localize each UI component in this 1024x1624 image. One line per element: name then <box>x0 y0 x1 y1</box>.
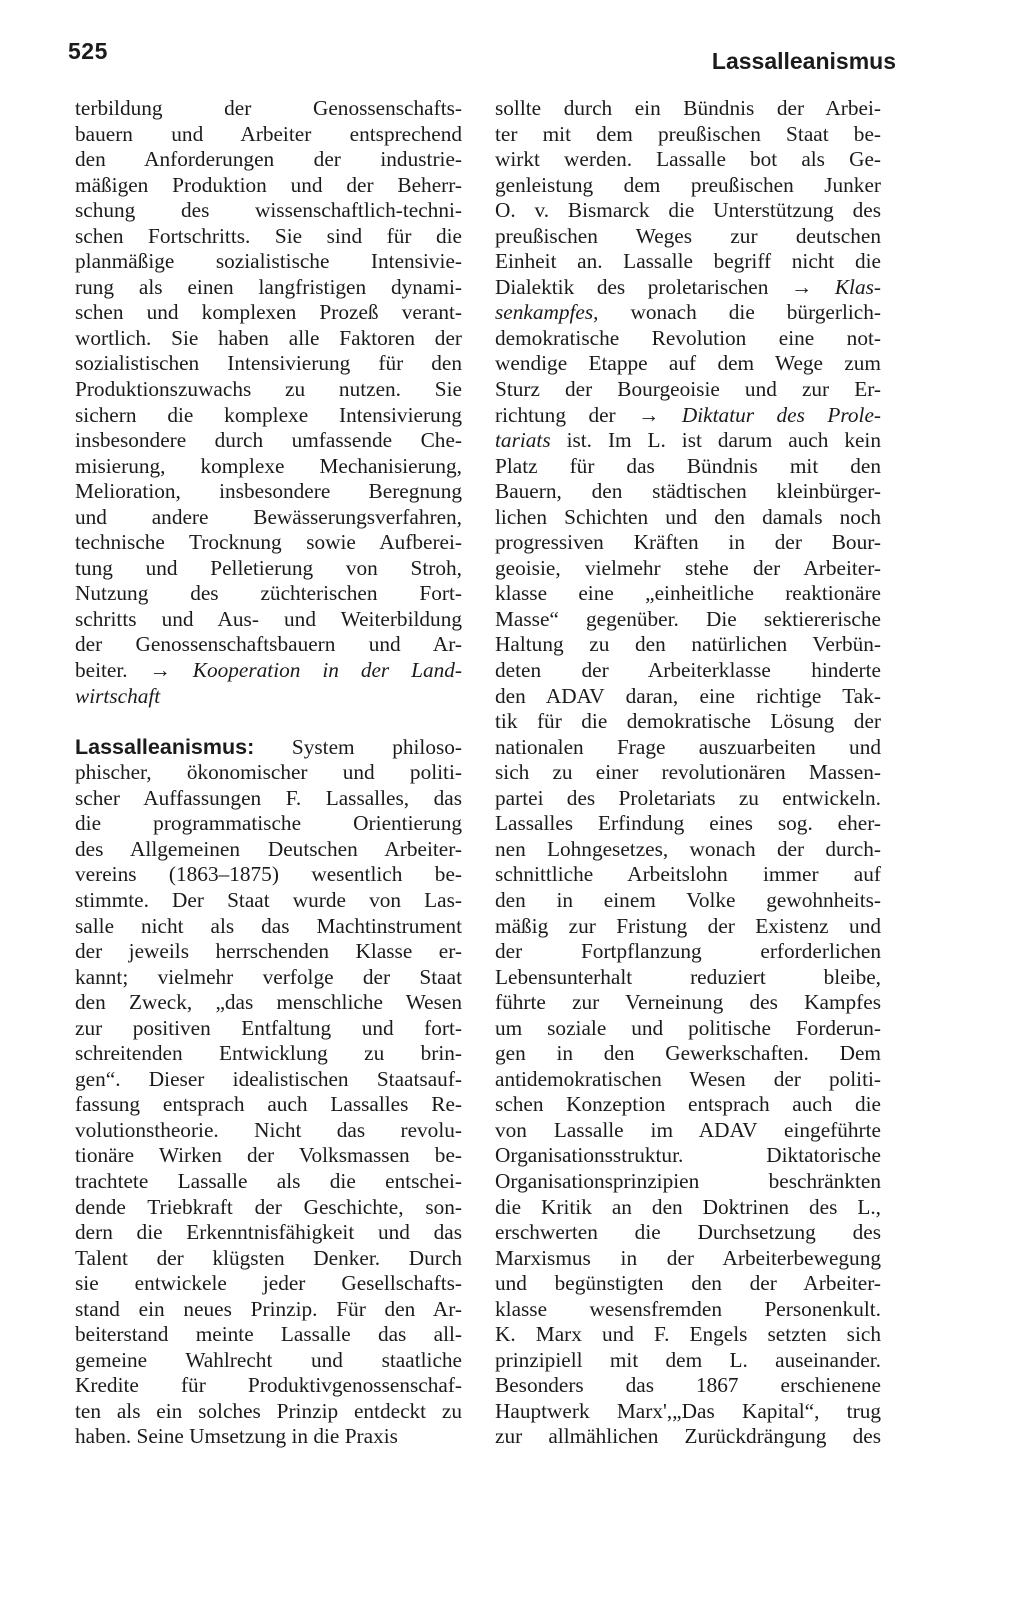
text-line: geoisie, vielmehr stehe der Arbeiter- <box>495 555 881 580</box>
text-line: misierung, komplexe Mechanisierung, <box>75 453 462 478</box>
text-line: phischer, ökonomischer und politi- <box>75 760 462 785</box>
text-line: K. Marx und F. Engels setzten sich <box>495 1322 881 1347</box>
text-line: zur positiven Entfaltung und fort- <box>75 1015 462 1040</box>
text-line: preußischen Weges zur deutschen <box>495 223 881 248</box>
text-line: nen Lohngesetzes, wonach der durch- <box>495 836 881 861</box>
text-line: des Allgemeinen Deutschen Arbeiter- <box>75 836 462 861</box>
text-line: terbildung der Genossenschafts- <box>75 96 462 120</box>
text-line: schen und komplexen Prozeß verant- <box>75 300 462 325</box>
text-line: progressiven Kräften in der Bour- <box>495 530 881 555</box>
text-line: tariats ist. Im L. ist darum auch kein <box>495 428 881 453</box>
text-line: schritts und Aus- und Weiterbildung <box>75 606 462 631</box>
text-line: scher Auffassungen F. Lassalles, das <box>75 785 462 810</box>
page-number: 525 <box>68 38 108 64</box>
text-line: sich zu einer revolutionären Massen- <box>495 760 881 785</box>
text-line: den Zweck, „das menschliche Wesen <box>75 990 462 1015</box>
left-column <box>75 96 462 1450</box>
text-line: Marxismus in der Arbeiterbewegung <box>495 1245 881 1270</box>
text-line: schen Konzeption entsprach auch die <box>495 1092 881 1117</box>
text-line: richtung der → Diktatur des Prole- <box>495 402 881 427</box>
cross-reference-link[interactable]: senkampfes, <box>495 300 599 325</box>
text-line: bauern und Arbeiter entsprechend <box>75 121 462 146</box>
text-line: tionäre Wirken der Volksmassen be- <box>75 1143 462 1168</box>
text-line: Masse“ gegenüber. Die sektiererische <box>495 606 881 631</box>
text-line: klasse wesensfremden Personenkult. <box>495 1296 881 1321</box>
text-line: wortlich. Sie haben alle Faktoren der <box>75 325 462 350</box>
text-line: Produktionszuwachs zu nutzen. Sie <box>75 377 462 402</box>
text-line: schnittliche Arbeitslohn immer auf <box>495 862 881 887</box>
text-line: mäßig zur Fristung der Existenz und <box>495 913 881 938</box>
text-line: Lebensunterhalt reduziert bleibe, <box>495 964 881 989</box>
text-line: Sturz der Bourgeoisie und zur Er- <box>495 377 881 402</box>
text-line: salle nicht als das Machtinstrument <box>75 913 462 938</box>
text-line: technische Trocknung sowie Aufberei- <box>75 530 462 555</box>
text-line: wendige Etappe auf dem Wege zum <box>495 351 881 376</box>
text-line <box>75 684 462 710</box>
text-line: klasse eine „einheitliche reaktionäre <box>495 581 881 606</box>
text-line: schung des wissenschaftlich-techni- <box>75 198 462 223</box>
text-line: erschwerten die Durchsetzung des <box>495 1220 881 1245</box>
text-line: führte zur Verneinung des Kampfes <box>495 990 881 1015</box>
cross-reference-link[interactable]: tariats <box>495 428 551 453</box>
text-line: rung als einen langfristigen dynami- <box>75 274 462 299</box>
text-line: ter mit dem preußischen Staat be- <box>495 121 881 146</box>
text-line: haben. Seine Umsetzung in die Praxis <box>75 1424 398 1449</box>
text-line: tik für die demokratische Lösung der <box>495 709 881 734</box>
text-line: sie entwickele jeder Gesellschafts- <box>75 1271 462 1296</box>
text-line: volutionstheorie. Nicht das revolu- <box>75 1117 462 1142</box>
cross-reference-link[interactable]: → Klas- <box>790 274 881 299</box>
text-line: gemeine Wahlrecht und staatliche <box>75 1347 462 1372</box>
text-line: lichen Schichten und den damals noch <box>495 504 881 529</box>
text-line: den ADAV daran, eine richtige Tak- <box>495 683 881 708</box>
text-line: und andere Bewässerungsverfahren, <box>75 504 462 529</box>
text-line: Dialektik des proletarischen → Klas- <box>495 274 881 299</box>
text-line: O. v. Bismarck die Unterstützung des <box>495 198 881 223</box>
text-line: und begünstigten den der Arbeiter- <box>495 1271 881 1296</box>
text-line: dern die Erkenntnisfähigkeit und das <box>75 1220 462 1245</box>
text-line: um soziale und politische Forderun- <box>495 1015 881 1040</box>
text-line: Nutzung des züchterischen Fort- <box>75 581 462 606</box>
text-line: vereins (1863–1875) wesentlich be- <box>75 862 462 887</box>
text-line: Organisationsprinzipien beschränkten <box>495 1168 881 1193</box>
text-line: schreitenden Entwicklung zu brin- <box>75 1041 462 1066</box>
text-line: demokratische Revolution eine not- <box>495 325 881 350</box>
text-line: die Kritik an den Doktrinen des L., <box>495 1194 881 1219</box>
right-column <box>495 96 881 1450</box>
text-line: sichern die komplexe Intensivierung <box>75 402 462 427</box>
text-line: Organisationsstruktur. Diktatorische <box>495 1143 881 1168</box>
text-line: der Fortpflanzung erforderlichen <box>495 939 881 964</box>
text-line: die programmatische Orientierung <box>75 811 462 836</box>
text-line: partei des Proletariats zu entwickeln. <box>495 785 881 810</box>
text-line: deten der Arbeiterklasse hinderte <box>495 658 881 683</box>
text-line: stand ein neues Prinzip. Für den Ar- <box>75 1296 462 1321</box>
text-line: der Genossenschaftsbauern und Ar- <box>75 632 462 657</box>
text-line: Lassalles Erfindung eines sog. eher- <box>495 811 881 836</box>
text-line: dende Triebkraft der Geschichte, son- <box>75 1194 462 1219</box>
text-line: genleistung dem preußischen Junker <box>495 172 881 197</box>
text-line: gen in den Gewerkschaften. Dem <box>495 1041 881 1066</box>
entry-term: Lassalleanismus: <box>75 734 255 759</box>
text-line: sozialistischen Intensivierung für den <box>75 351 462 376</box>
text-line: mäßigen Produktion und der Beherr- <box>75 172 462 197</box>
text-line: Einheit an. Lassalle begriff nicht die <box>495 249 881 274</box>
text-line: gen“. Dieser idealistischen Staatsauf- <box>75 1066 462 1091</box>
text-line: sollte durch ein Bündnis der Arbei- <box>495 96 881 120</box>
text-line: ten als ein solches Prinzip entdeckt zu <box>75 1398 462 1423</box>
text-line: Melioration, insbesondere Beregnung <box>75 479 462 504</box>
text-line: Talent der klügsten Denker. Durch <box>75 1245 462 1270</box>
text-line: insbesondere durch umfassende Che- <box>75 428 462 453</box>
cross-reference-link[interactable]: wirtschaft <box>75 683 161 708</box>
text-line: Kredite für Produktivgenossenschaf- <box>75 1373 462 1398</box>
text-line: den in einem Volke gewohnheits- <box>495 887 881 912</box>
text-line: tung und Pelletierung von Stroh, <box>75 555 462 580</box>
text-line: beiterstand meinte Lassalle das all- <box>75 1322 462 1347</box>
text-line: schen Fortschritts. Sie sind für die <box>75 223 462 248</box>
text-line: Hauptwerk Marx',„Das Kapital“, trug <box>495 1398 881 1423</box>
text-line: prinzipiell mit dem L. auseinander. <box>495 1347 881 1372</box>
running-head: Lassalleanismus <box>711 48 896 74</box>
text-line: trachtete Lassalle als die entschei- <box>75 1168 462 1193</box>
text-line: beiter. → Kooperation in der Land- <box>75 658 462 683</box>
cross-reference-link[interactable]: → Kooperation in der Land- <box>149 658 462 683</box>
text-line: nationalen Frage auszuarbeiten und <box>495 734 881 759</box>
text-line: von Lassalle im ADAV eingeführte <box>495 1117 881 1142</box>
cross-reference-link[interactable]: → Diktatur des Prole- <box>638 402 881 427</box>
text-line: fassung entsprach auch Lassalles Re- <box>75 1092 462 1117</box>
text-line: antidemokratischen Wesen der politi- <box>495 1066 881 1091</box>
text-line: Haltung zu den natürlichen Verbün- <box>495 632 881 657</box>
text-line: den Anforderungen der industrie- <box>75 147 462 172</box>
text-line: senkampfes, wonach die bürgerlich- <box>495 300 882 325</box>
text-line: Bauern, den städtischen kleinbürger- <box>495 479 881 504</box>
entry-heading-line: Lassalleanismus: System philoso- <box>75 734 462 759</box>
text-line: kannt; vielmehr verfolge der Staat <box>75 964 462 989</box>
text-line: Besonders das 1867 erschienene <box>495 1373 881 1398</box>
text-line: der jeweils herrschenden Klasse er- <box>75 939 462 964</box>
text-line: wirkt werden. Lassalle bot als Ge- <box>495 147 881 172</box>
text-line: Platz für das Bündnis mit den <box>495 453 881 478</box>
text-line: planmäßige sozialistische Intensivie- <box>75 249 462 274</box>
text-line: zur allmählichen Zurückdrängung des <box>495 1424 881 1449</box>
text-line: stimmte. Der Staat wurde von Las- <box>75 887 462 912</box>
